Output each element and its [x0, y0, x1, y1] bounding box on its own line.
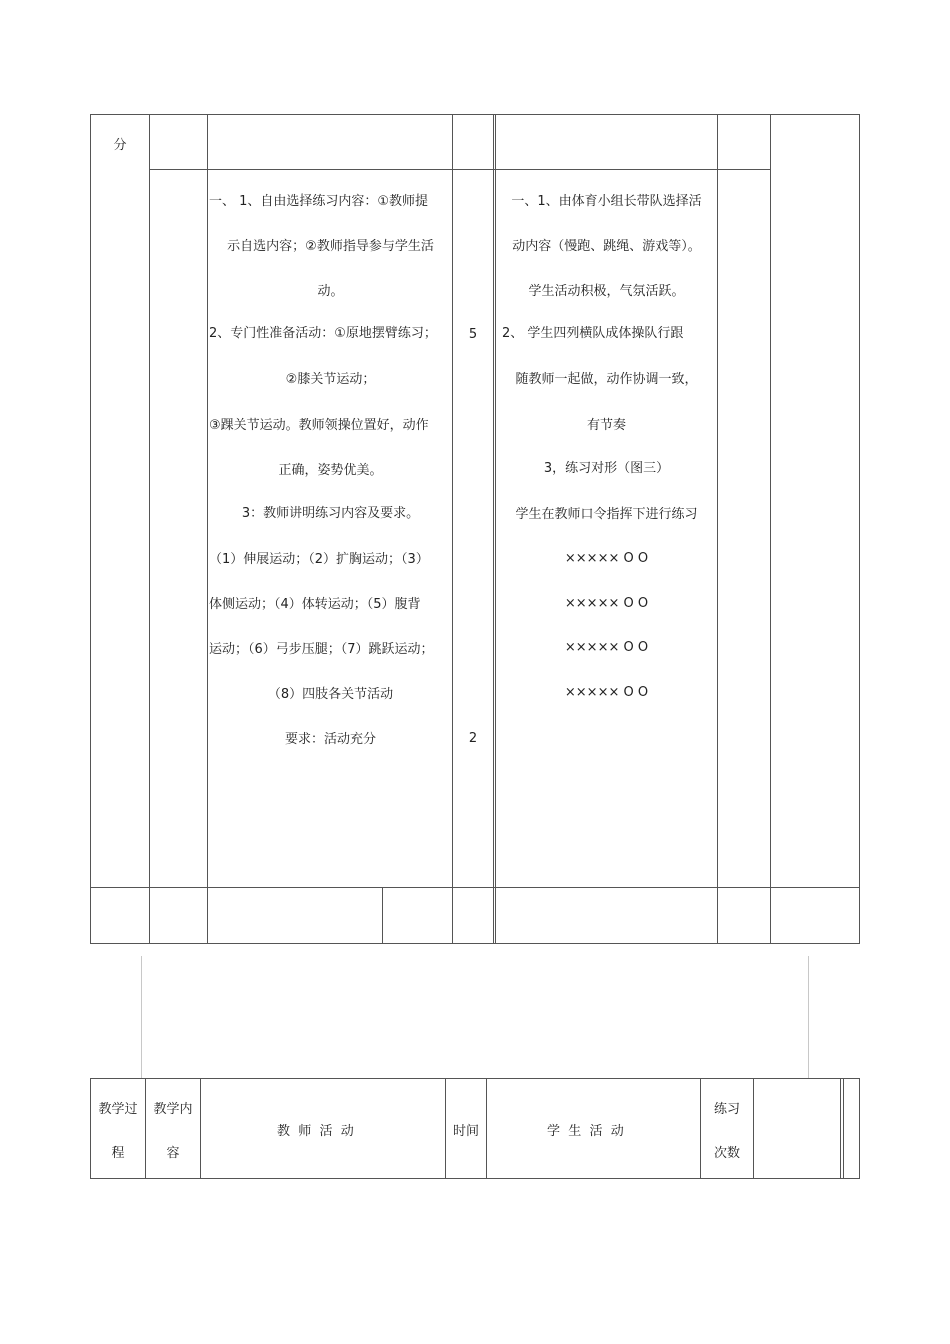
column-divider [200, 1078, 201, 1179]
student-line: 3，练习对形（图三） [543, 461, 670, 476]
teacher-line: 一、 1、自由选择练习内容：①教师提 [209, 194, 429, 209]
column-divider [770, 114, 771, 944]
header-process: 教学过 [98, 1102, 138, 1117]
column-divider [840, 1078, 841, 1179]
column-divider [486, 1078, 487, 1179]
student-line: 2、 学生四列横队成体操队行跟 [502, 326, 684, 341]
header-time: 时间 [452, 1124, 479, 1139]
table-border-bottom [90, 943, 860, 944]
teacher-line: ②膝关节运动； [285, 372, 376, 387]
first-row-label: 分 [113, 138, 127, 153]
teacher-line: 3：教师讲明练习内容及要求。 [241, 506, 420, 521]
teacher-line: 2、专门性准备活动：①原地摆臂练习； [209, 326, 437, 341]
column-divider [843, 1078, 844, 1179]
column-divider [452, 114, 453, 944]
student-line: 学生活动积极，气氛活跃。 [528, 284, 685, 299]
faint-guide-line [808, 956, 809, 1078]
formation-row: ××××× O O [564, 685, 649, 700]
column-divider [717, 114, 718, 944]
formation-row: ××××× O O [564, 640, 649, 655]
table-border-right [859, 1078, 860, 1179]
student-line: 一、1、由体育小组长带队选择活 [511, 194, 702, 209]
teacher-line: （1）伸展运动；（2）扩胸运动；（3） [209, 552, 429, 567]
column-divider [493, 114, 494, 944]
row-divider [90, 887, 860, 888]
column-divider [382, 887, 383, 944]
table-border-right [859, 114, 860, 944]
time-value: 2 [468, 731, 478, 746]
formation-row: ××××× O O [564, 551, 649, 566]
formation-row: ××××× O O [564, 596, 649, 611]
header-student-activity: 学 生 活 动 [547, 1124, 624, 1139]
student-line: 随教师一起做，动作协调一致， [515, 372, 698, 387]
column-divider [207, 114, 208, 944]
header-practice-count: 练习 [713, 1102, 740, 1117]
teacher-line: 动。 [317, 284, 344, 299]
header-teacher-activity: 教 师 活 动 [277, 1124, 354, 1139]
teacher-line: （8）四肢各关节活动 [267, 687, 394, 702]
table-border-top [90, 114, 860, 115]
table-border-top [90, 1078, 860, 1079]
header-content: 容 [166, 1146, 180, 1161]
teacher-line: 体侧运动；（4）体转运动；（5）腹背 [209, 597, 421, 612]
column-divider [753, 1078, 754, 1179]
time-value: 5 [468, 327, 478, 342]
student-line: 动内容（慢跑、跳绳、游戏等）。 [512, 239, 701, 254]
faint-guide-line [141, 956, 142, 1078]
column-divider [149, 114, 150, 944]
teacher-line: 运动；（6）弓步压腿；（7）跳跃运动； [209, 642, 434, 657]
header-process: 程 [111, 1146, 125, 1161]
student-line: 有节奏 [586, 418, 626, 433]
header-practice-count: 次数 [713, 1146, 740, 1161]
teacher-line: ③踝关节运动。教师领操位置好，动作 [209, 418, 429, 433]
table-border-left [90, 114, 91, 944]
header-content: 教学内 [153, 1102, 193, 1117]
teacher-line: 正确，姿势优美。 [278, 463, 383, 478]
teacher-line: 示自选内容；②教师指导参与学生活 [227, 239, 434, 254]
row-divider [149, 169, 771, 170]
teacher-line: 要求：活动充分 [284, 732, 376, 747]
student-line: 学生在教师口令指挥下进行练习 [515, 507, 698, 522]
table-border-bottom [90, 1178, 860, 1179]
